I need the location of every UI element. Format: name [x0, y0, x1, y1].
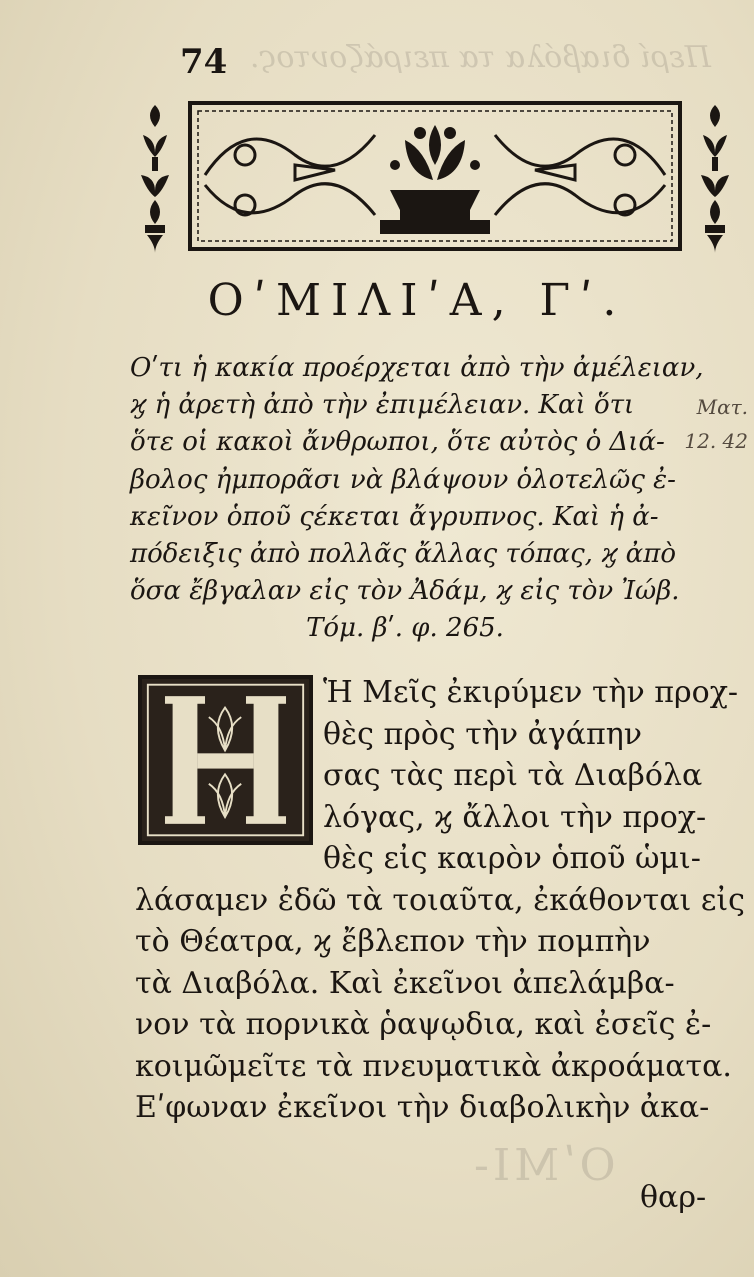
body-line: λόγας, ϗ ἄλλοι τὴν προχ- [323, 799, 707, 835]
ornament-headpiece-icon [135, 95, 735, 255]
margin-note-verse: 12. 42 [684, 429, 748, 453]
bleed-through-running-head: Περί διαβόλα τα πειράζοντος. [250, 40, 711, 75]
homily-title: ΟʹΜΙΛΙʹΑ, Γʹ. [207, 275, 627, 326]
catchword: θαρ- [640, 1180, 707, 1215]
summary-line: ὅσα ἔβγαλαν εἰς τὸν Ἀδάμ, ϗ εἰς τὸν Ἰώβ. [130, 576, 680, 607]
body-text [135, 672, 745, 1129]
body-line: θὲς εἰς καιρὸν ὁποῦ ὡμι- [323, 841, 701, 876]
body-line: Ἡ Μεῖς ἐκιρύμεν τὴν προχ- [323, 675, 739, 710]
summary-line: Οʹτι ἡ κακία προέρχεται ἀπὸ τὴν ἀμέλειαν, [130, 353, 704, 383]
body-line: λάσαμεν ἐδῶ τὰ τοιαῦτα, ἐκάθονται εἰς [135, 882, 745, 918]
body-line: θὲς πρὸς τὴν ἀγάπην [323, 716, 642, 752]
summary-reference: Τόμ. βʹ. φ. 265. [306, 613, 504, 644]
body-line: τὸ Θέατρα, ϗ ἔβλεπον τὴν πομπὴν [135, 924, 651, 959]
margin-note [630, 390, 748, 458]
summary-line: ϗ ἡ ἀρετὴ ἀπὸ τὴν ἐπιμέλειαν. Καὶ ὅτι [130, 390, 635, 421]
summary-line: κεῖνον ὁποῦ ςέκεται ἄγρυπνος. Καὶ ἡ ἀ- [130, 501, 659, 532]
summary-line: βολος ἠμπορᾶσι νὰ βλάψουν ὁλοτελῶς ἐ- [130, 464, 676, 495]
bleed-through-catchword: ΟʹΜΙ- [470, 1140, 616, 1191]
body-line: Εʹφωναν ἐκεῖνοι τὴν διαβολικὴν ἀκα- [135, 1090, 710, 1125]
body-line: τὰ Διαβόλα. Καὶ ἐκεῖνοι ἀπελάμβα- [135, 965, 675, 1001]
page-number: 74 [180, 42, 228, 82]
summary-line: πόδειξις ἀπὸ πολλᾶς ἄλλας τόπας, ϗ ἀπὸ [130, 539, 676, 570]
body-line: κοιμῶμεῖτε τὰ πνευματικὰ ἀκροάματα. [135, 1048, 732, 1084]
summary-line: ὅτε οἱ κακοὶ ἄνθρωποι, ὅτε αὐτὸς ὁ Διά- [130, 427, 665, 458]
body-line: σας τὰς περὶ τὰ Διαβόλα [323, 758, 703, 793]
body-line: νον τὰ πορνικὰ ῥαψῳδια, καὶ ἐσεῖς ἐ- [135, 1007, 712, 1042]
margin-note-book: Ματ. [696, 395, 748, 419]
